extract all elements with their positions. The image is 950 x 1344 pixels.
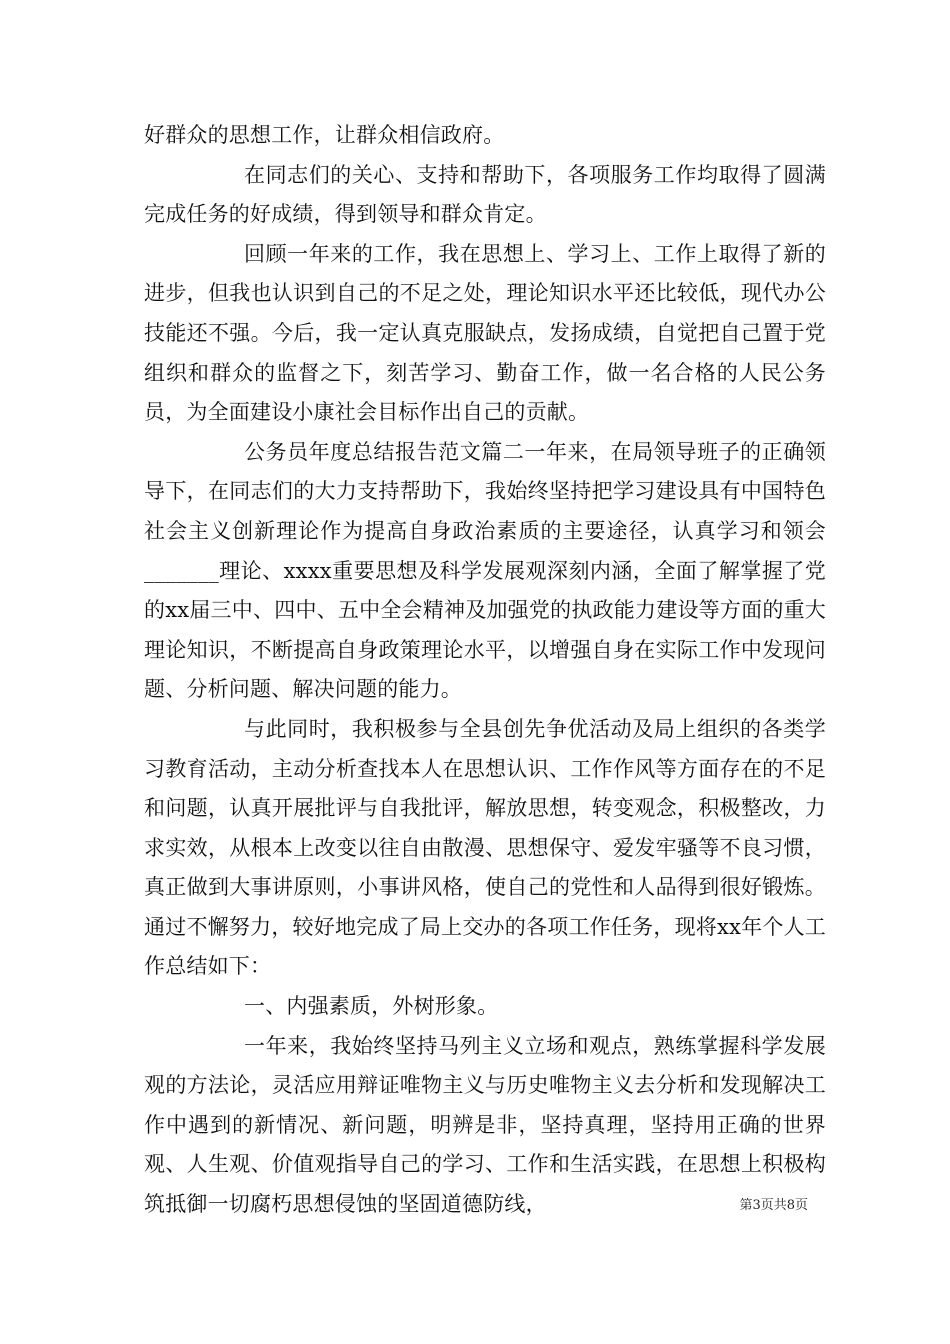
section-heading-one: 一、内强素质，外树形象。 bbox=[244, 994, 499, 1019]
paragraph-service-work: 在同志们的关心、支持和帮助下，各项服务工作均取得了圆满完成任务的好成绩，得到领导和群众肯定。 bbox=[144, 162, 826, 227]
page-number-footer: 第3页共8页 bbox=[739, 1198, 808, 1213]
paragraph-review: 回顾一年来的工作，我在思想上、学习上、工作上取得了新的进步，但我也认识到自己的不足之处，理论知识水平还比较低，现代办公技能还不强。今后，我一定认真克服缺点，发扬成绩，自觉把自己置于党组织和群众的监督之下，刻苦学习、勤奋工作，做一名合格的人民公务员，为全面建设小康社会目标作出自己的贡献。 bbox=[144, 241, 826, 425]
paragraph-summary-two: 公务员年度总结报告范文篇二一年来，在局领导班子的正确领导下，在同志们的大力支持帮助下，我始终坚持把学习建设具有中国特色社会主义创新理论作为提高自身政治素质的主要途径，认真学习和领会_______理论、xxxx重要思想及科学发展观深刻内涵，全面了解掌握了党的xx届三中、四中、五中全会精神及加强党的执政能力建设等方面的重大理论知识，不断提高自身政策理论水平，以增强自身在实际工作中发现问题、分析问题、解决问题的能力。 bbox=[144, 439, 826, 702]
paragraph-activities: 与此同时，我积极参与全县创先争优活动及局上组织的各类学习教育活动，主动分析查找本人在思想认识、工作作风等方面存在的不足和问题，认真开展批评与自我批评，解放思想，转变观念，积极整改，力求实效，从根本上改变以往自由散漫、思想保守、爱发牢骚等不良习惯，真正做到大事讲原则，小事讲风格，使自己的党性和人品得到很好锻炼。通过不懈努力，较好地完成了局上交办的各项工作任务，现将xx年个人工作总结如下： bbox=[144, 716, 826, 979]
paragraph-continuation: 好群众的思想工作，让群众相信政府。 bbox=[144, 123, 505, 147]
paragraph-ideology: 一年来，我始终坚持马列主义立场和观点，熟练掌握科学发展观的方法论，灵活应用辩证唯物主义与历史唯物主义去分析和发现解决工作中遇到的新情况、新问题，明辨是非，坚持真理，坚持用正确的世界观、人生观、价值观指导自己的学习、工作和生活实践，在思想上积极构筑抵御一切腐朽思想侵蚀的坚固道德防线， bbox=[144, 1033, 826, 1217]
document-body bbox=[144, 116, 826, 1225]
